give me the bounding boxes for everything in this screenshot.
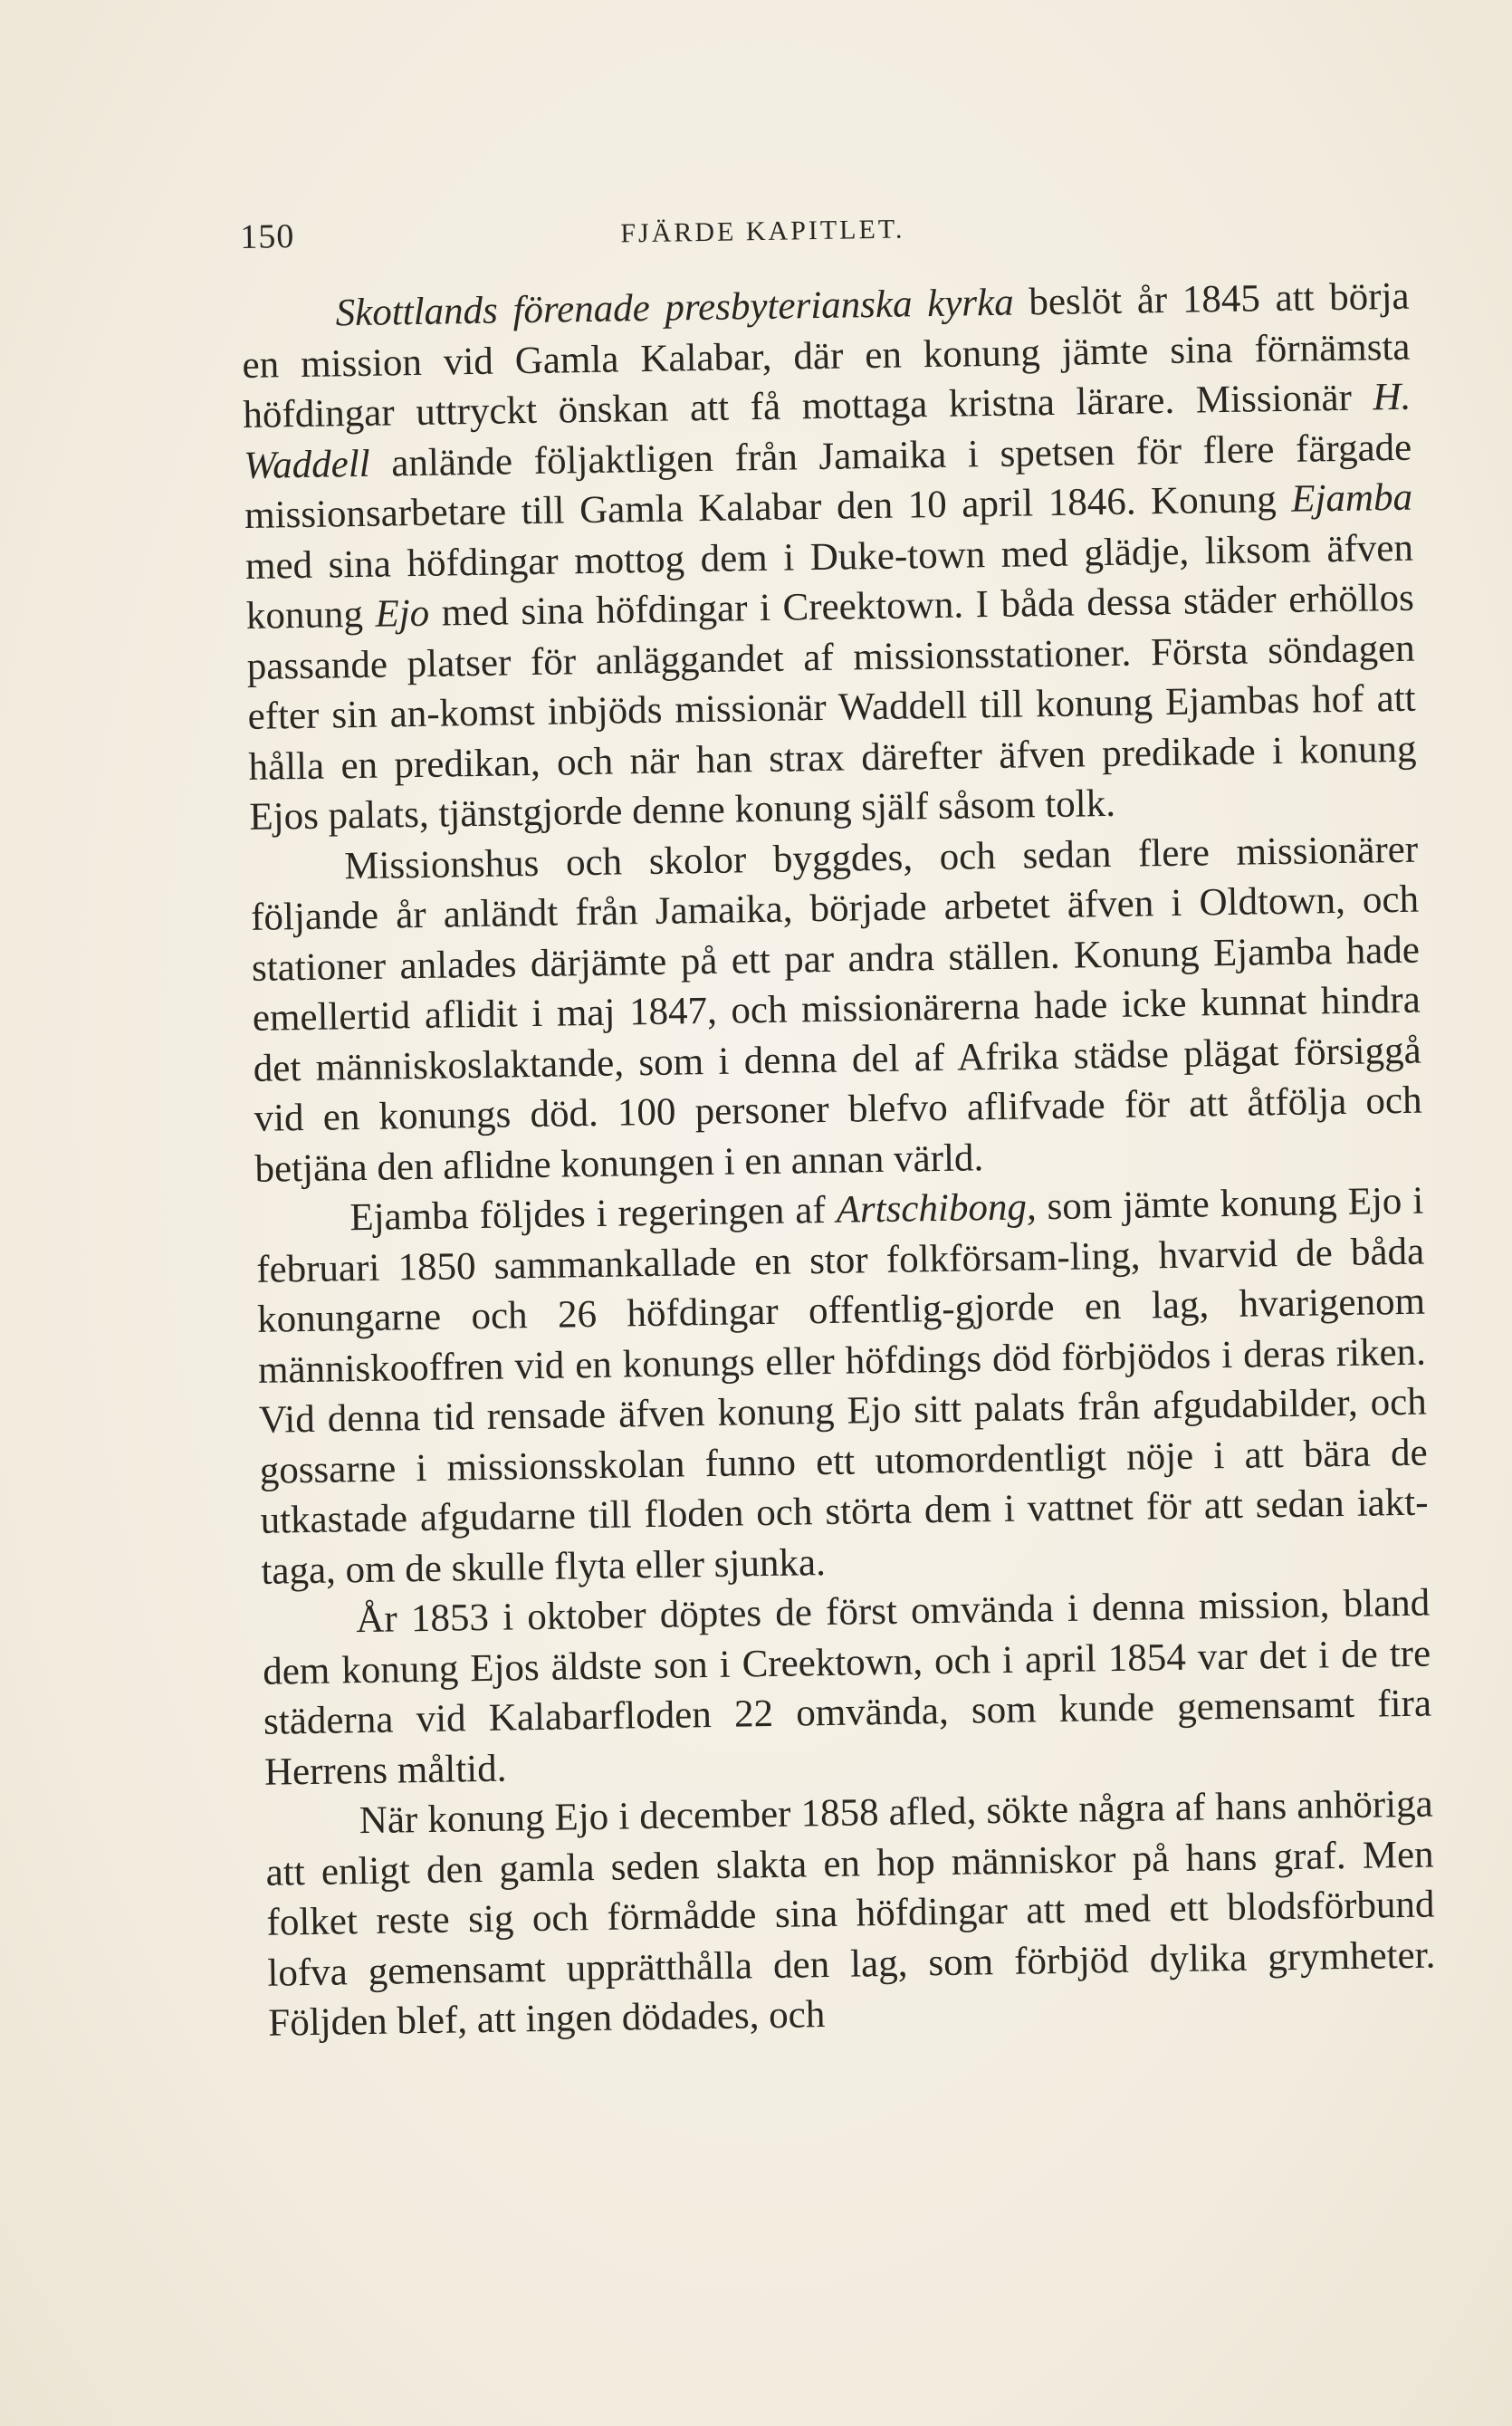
text-run: beslöt år 1845 att börja en mission vid Gamla Kalabar, där en konung jämte sina förnämsta höfdingar uttryckt önskan att få mottaga kristna lärare. Missionär [242,274,1411,436]
text-run: H. Waddell [243,375,1412,487]
text-run: När konung Ejo i december 1858 afled, sökte några af hans anhöriga att enligt den gamla seden slakta en hop människor på hans graf. Men folket reste sig och förmådde sina höfdingar att med ett blodsförbund lofva gemensamt upprätthålla den lag, som förbjöd dylika grymheter. Följden blef, att ingen dödades, och [265,1782,1436,2045]
paragraph-3 [255,1176,1430,1597]
text-run: som jämte konung Ejo i februari 1850 sammankallade en stor folkförsam-ling, hvarvid de båda konungarne och 26 höfdingar offentlig-gjorde en lag, hvarigenom människooffren vid en konungs eller höfdings död förbjödos i deras riken. Vid denna tid rensade äfven konung Ejo sitt palats från afgudabilder, och gossarne i missionsskolan funno ett utomordentligt nöje i att bära de utkastade afgudarne till floden och störta dem i vattnet för att sedan iakt-taga, om de skulle flyta eller sjunka. [255,1179,1429,1593]
text-run: Skottlands förenade presbyterianska kyrka [335,281,1015,335]
text-run: Artschibong, [836,1185,1037,1232]
text-run: Missionshus och skolor byggdes, och sedan flere missionärer följande år anländt från Jamaika, började arbetet äfven i Oldtown, och stationer anlades därjämte på ett par andra ställen. Konung Ejamba hade emellertid aflidit i maj 1847, och missionärerna hade icke kunnat hindra det människoslaktande, som i denna del af Afrika städse plägat försiggå vid en konungs död. 100 personer blefvo aflifvade för att åtfölja och betjäna den aflidne konungen i en annan värld. [250,828,1422,1191]
text-run: anlände följaktligen från Jamaika i spetsen för flere färgade missionsarbetare till Gamla Kalabar den 10 april 1846. Konung [244,426,1412,537]
paragraph-1 [241,272,1417,843]
text-run: År 1853 i oktober döptes de först omvända i denna mission, bland dem konung Ejos äldste son i Creektown, och i april 1854 var det i de tre städerna vid Kalabarfloden 22 omvända, som kunde gemensamt fira Herrens måltid. [262,1581,1432,1794]
text-block [240,199,1437,2049]
text-run: Ejamba [1290,475,1413,521]
chapter-title: FJÄRDE KAPITLET. [620,214,905,249]
paragraph-5 [264,1779,1436,2049]
page-number: 150 [240,217,295,256]
text-run: med sina höfdingar mottog dem i Duke-town med glädje, liksom äfven konung [244,526,1414,638]
text-run: med sina höfdingar i Creektown. I båda dessa städer erhöllos passande platser för anläggandet af missionsstationer. Första söndagen efter sin an-komst inbjöds missionär Waddell till konung Ejambas hof att hålla en predikan, och när han strax därefter äfven predikade i konung Ejos palats, tjänstgjorde denne konung själf såsom tolk. [246,576,1417,839]
paragraph-2 [250,824,1423,1194]
paragraph-4 [262,1578,1432,1798]
body-text [241,272,1436,2049]
text-run: Ejamba följdes i regeringen af [349,1188,837,1240]
text-run: Ejo [375,591,430,636]
